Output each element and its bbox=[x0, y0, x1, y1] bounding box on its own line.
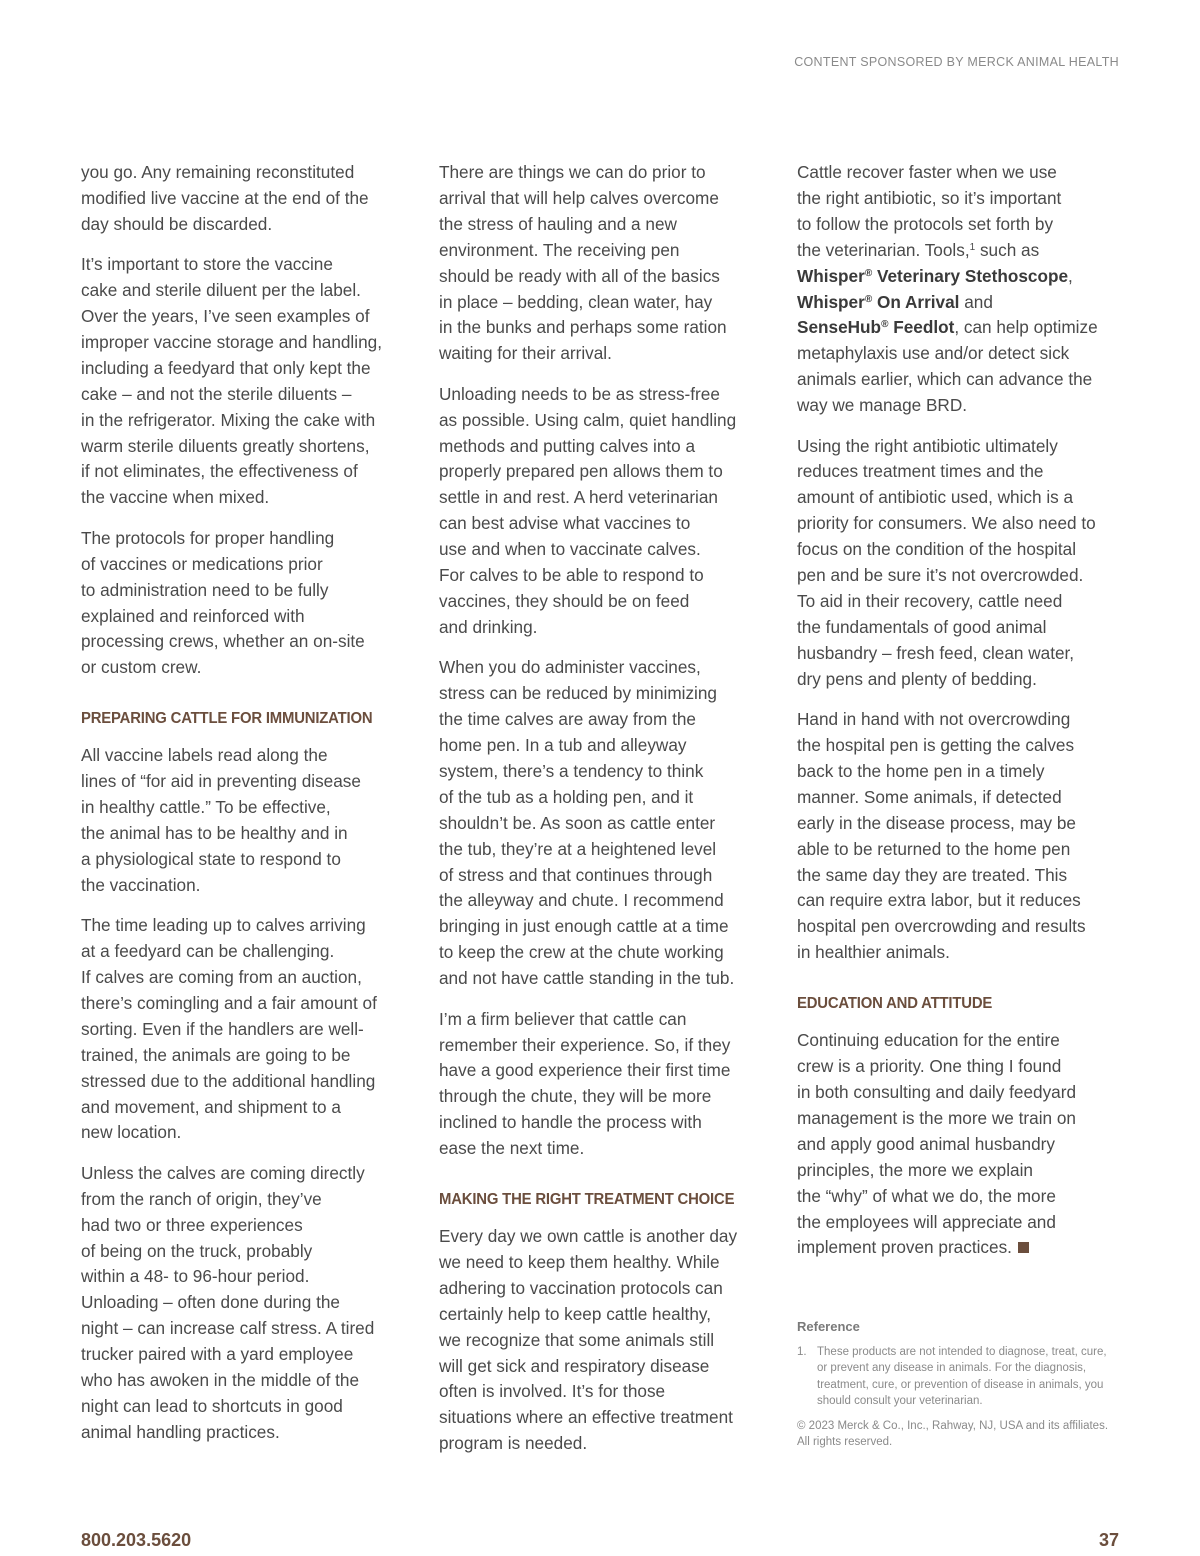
reference-item: 1. These products are not intended to diagnose, treat, cure, or prevent any disease in animals. For the diagnosis, treatment, cure, or prevention of disease in animals, you should consult your veterinarian. bbox=[797, 1345, 1107, 1407]
column-3 bbox=[797, 160, 1127, 1276]
paragraph: Unless the calves are coming directly from the ranch of origin, they’ve had two or three experiences of being on the truck, probably within a 48- to 96-hour period. Unloading – often done during the night – can increase calf stress. A tired trucker paired with a yard employee who has awoken in the middle of the night can lead to shortcuts in good animal handling practices. bbox=[81, 1162, 375, 1442]
product-name: Whisper® Veterinary Stethoscope bbox=[797, 265, 1069, 286]
copyright: © 2023 Merck & Co., Inc., Rahway, NJ, USA and its affiliates. All rights reserved. bbox=[797, 1419, 1109, 1448]
column-1 bbox=[81, 160, 411, 1460]
section-heading-education: EDUCATION AND ATTITUDE bbox=[797, 995, 993, 1013]
paragraph: When you do administer vaccines, stress can be reduced by minimizing the time calves are away from the home pen. In a tub and alleyway system, there’s a tendency to think of the tub as a holding pen, and it shouldn’t be. As soon as cattle enter the tub, they’re at a heightened level of stress and that continues through the alleyway and chute. I recommend bringing in just enough cattle at a time to keep the crew at the chute working and not have cattle standing in the tub. bbox=[439, 657, 735, 989]
paragraph: All vaccine labels read along the lines of “for aid in preventing disease in healthy cattle.” To be effective, the animal has to be healthy and in a physiological state to respond to the vaccination. bbox=[81, 745, 361, 895]
paragraph: The time leading up to calves arriving at a feedyard can be challenging. If calves are coming from an auction, there’s comingling and a fair amount of sorting. Even if the handlers are well- trained, the animals are going to be stressed due to the additional handling and movement, and shipment to a new location. bbox=[81, 915, 377, 1143]
section-heading-immunization: PREPARING CATTLE FOR IMMUNIZATION bbox=[81, 710, 373, 728]
paragraph: It’s important to store the vaccine cake and sterile diluent per the label. Over the years, I’ve seen examples of improper vaccine storage and handling, including a feedyard that only kept the cake – and not the sterile diluents – in the refrigerator. Mixing the cake with warm sterile diluents greatly shortens, if not eliminates, the effectiveness of the vaccine when mixed. bbox=[81, 254, 382, 508]
footnote-marker: 1 bbox=[969, 241, 976, 253]
product-name: SenseHub® Feedlot bbox=[797, 317, 955, 338]
paragraph-final: Continuing education for the entire crew is a priority. One thing I found in both consulting and daily feedyard management is the more we train on and apply good animal husbandry principles, the more we explain the “why” of what we do, the more the employees will appreciate and implement proven practices. bbox=[797, 1030, 1077, 1258]
paragraph: There are things we can do prior to arrival that will help calves overcome the stress of hauling and a new environment. The receiving pen should be ready with all of the basics in place – bedding, clean water, hay in the bunks and perhaps some ration waiting for their arrival. bbox=[439, 162, 727, 364]
reference-title: Reference bbox=[797, 1319, 860, 1334]
paragraph-products: Cattle recover faster when we use the right antibiotic, so it’s important to follow the protocols set forth by the veterinarian. Tools,$^1$ such as Whisper® Veterinary Stethoscope, Whisper® On Arrival and SenseHub® Feedlot, can help optimize metaphylaxis use and/or detect sick animals earlier, which can advance the way we manage BRD. bbox=[797, 162, 1098, 416]
column-2 bbox=[439, 160, 769, 1472]
sponsor-line: CONTENT SPONSORED BY MERCK ANIMAL HEALTH bbox=[794, 55, 1119, 69]
paragraph: Unloading needs to be as stress-free as possible. Using calm, quiet handling methods and putting calves into a properly prepared pen allows them to settle in and rest. A herd veterinarian can best advise what vaccines to use and when to vaccinate calves. For calves to be able to respond to vaccines, they should be on feed and drinking. bbox=[439, 383, 737, 637]
footer-phone: 800.203.5620 bbox=[81, 1530, 192, 1550]
end-mark-icon bbox=[1018, 1242, 1029, 1253]
paragraph: The protocols for proper handling of vaccines or medications prior to administration need to be fully explained and reinforced with processing crews, whether an on-site or custom crew. bbox=[81, 527, 365, 678]
paragraph: Hand in hand with not overcrowding the hospital pen is getting the calves back to the home pen in a timely manner. Some animals, if detected early in the disease process, may be able to be returned to the home pen the same day they are treated. This can require extra labor, but it reduces hospital pen overcrowding and results in healthier animals. bbox=[797, 709, 1086, 963]
page-number: 37 bbox=[1098, 1530, 1119, 1550]
reference-block bbox=[797, 1319, 1117, 1451]
product-name: Whisper® On Arrival bbox=[797, 291, 960, 312]
paragraph: I’m a firm believer that cattle can remember their experience. So, if they have a good experience their first time through the chute, they will be more inclined to handle the process with ease the next time. bbox=[439, 1008, 731, 1159]
paragraph: you go. Any remaining reconstituted modified live vaccine at the end of the day should be discarded. bbox=[81, 162, 369, 234]
paragraph: Using the right antibiotic ultimately reduces treatment times and the amount of antibiotic used, which is a priority for consumers. We also need to focus on the condition of the hospital pen and be sure it’s not overcrowded. To aid in their recovery, cattle need the fundamentals of good animal husbandry – fresh feed, clean water, dry pens and plenty of bedding. bbox=[797, 435, 1096, 689]
reference-list bbox=[797, 1344, 1117, 1410]
section-heading-treatment: MAKING THE RIGHT TREATMENT CHOICE bbox=[439, 1191, 735, 1209]
paragraph: Every day we own cattle is another day we need to keep them healthy. While adhering to vaccination protocols can certainly help to keep cattle healthy, we recognize that some animals still will get sick and respiratory disease often is involved. It’s for those situations where an effective treatment program is needed. bbox=[439, 1226, 738, 1454]
